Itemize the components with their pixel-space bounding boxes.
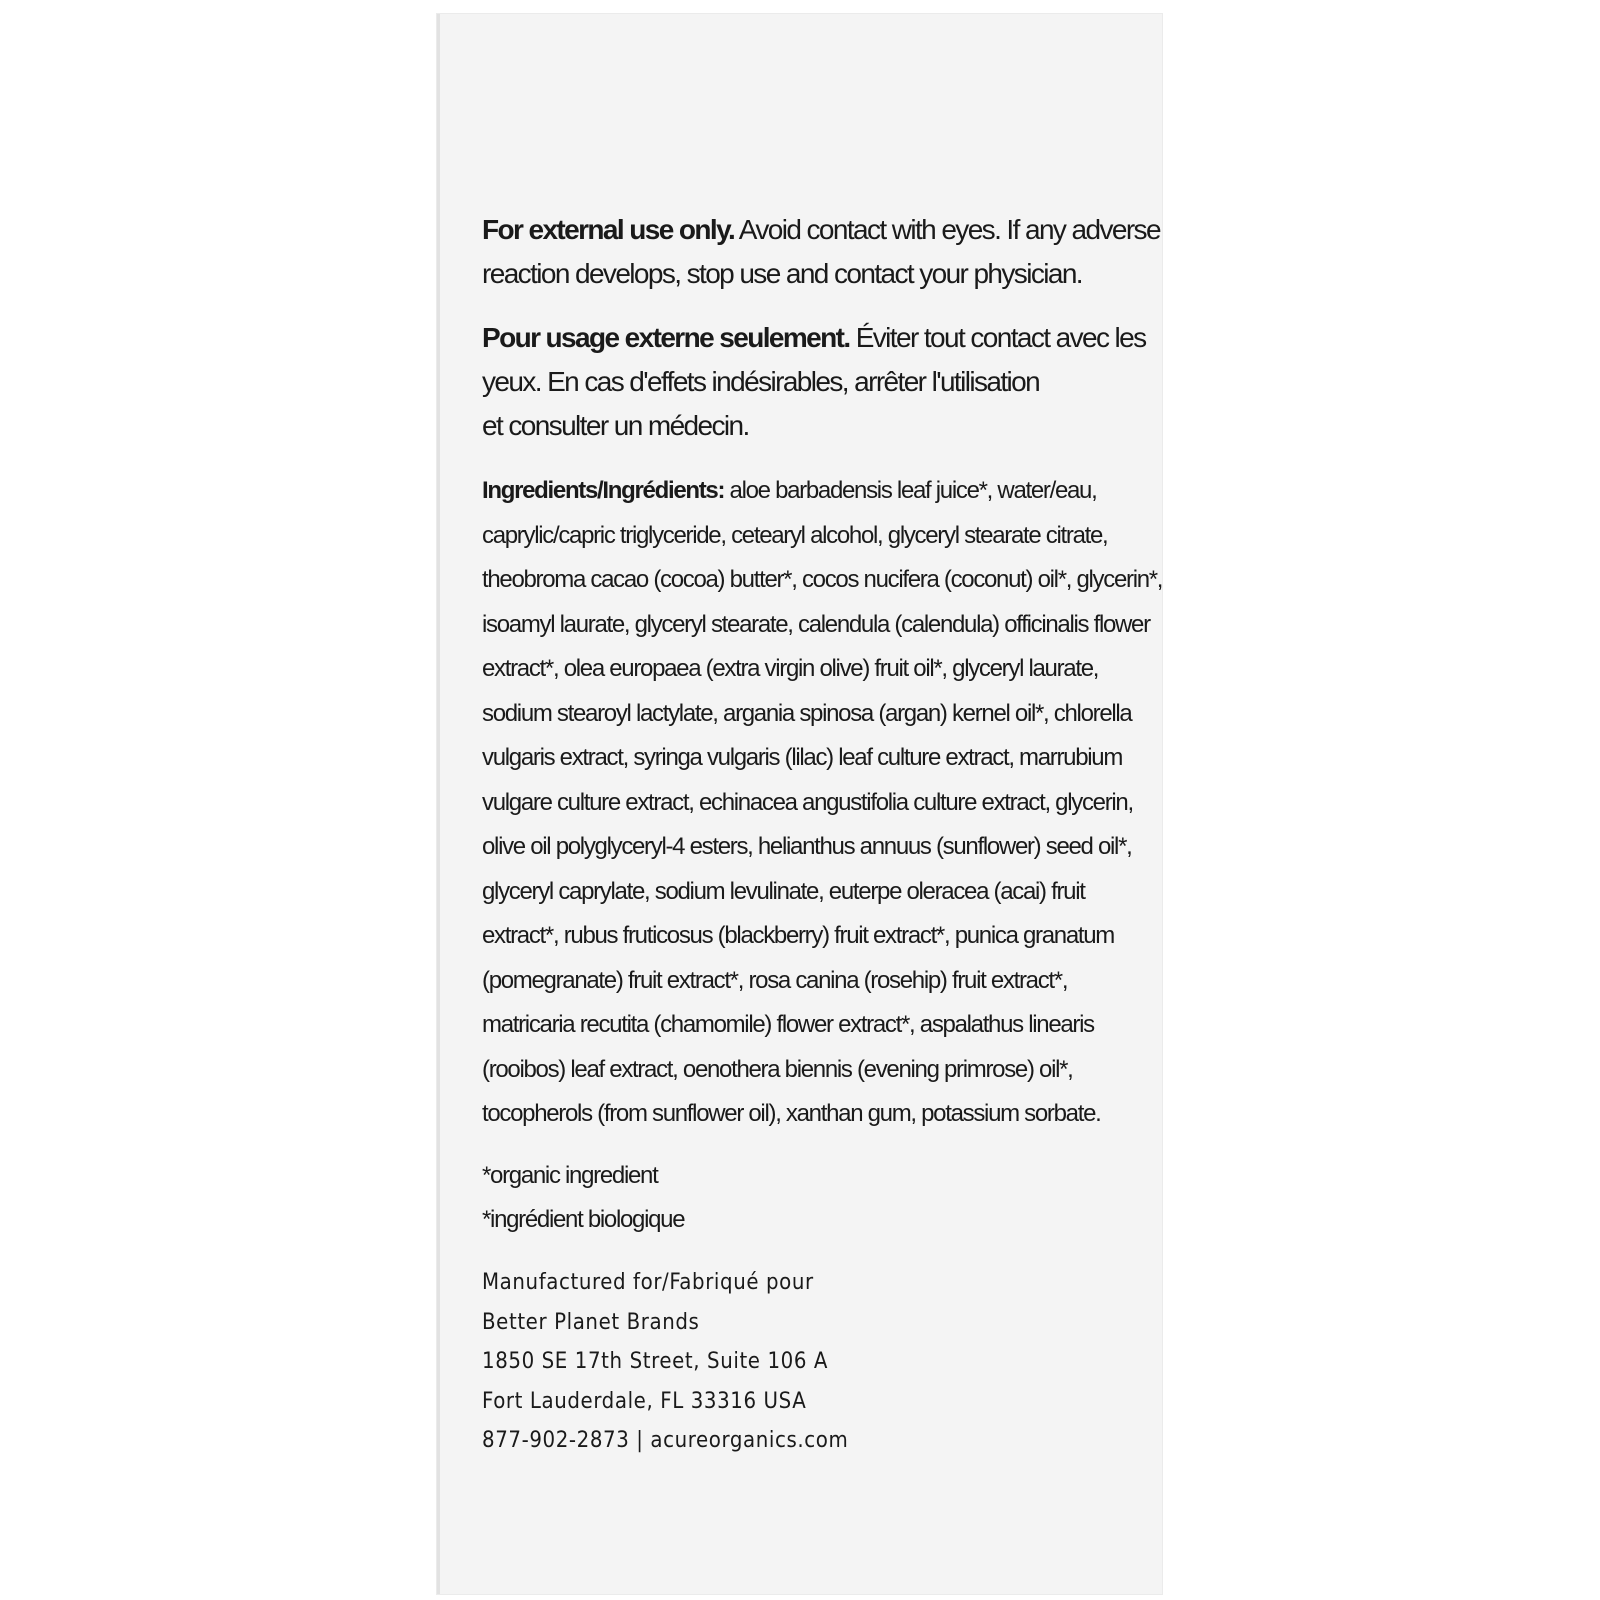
- manufacturer-contact: 877-902-2873 | acureorganics.com: [482, 1428, 849, 1453]
- manufacturer-city: Fort Lauderdale, FL 33316 USA: [482, 1388, 807, 1414]
- ingredients-line: (pomegranate) fruit extract*, rosa canina (rosehip) fruit extract*,: [482, 966, 1068, 994]
- ingredients-line: theobroma cacao (cocoa) butter*, cocos nucifera (coconut) oil*, glycerin*,: [482, 566, 1163, 593]
- warning-en-text: Avoid contact with eyes. If any adverse: [734, 214, 1160, 245]
- manufacturer-street: 1850 SE 17th Street, Suite 106 A: [482, 1349, 829, 1374]
- manufacturer-label: Manufactured for/Fabriqué pour: [482, 1270, 814, 1295]
- ingredients-line: (rooibos) leaf extract, oenothera biennis (evening primrose) oil*,: [482, 1055, 1073, 1083]
- organic-note-fr: *ingrédient biologique: [482, 1206, 685, 1233]
- ingredients-line: vulgare culture extract, echinacea angustifolia culture extract, glycerin,: [482, 788, 1133, 816]
- ingredients-heading: Ingredients/Ingrédients:: [482, 477, 725, 504]
- organic-note-en: *organic ingredient: [482, 1162, 658, 1189]
- ingredients-line: vulgaris extract, syringa vulgaris (lilac) leaf culture extract, marrubium: [482, 744, 1123, 771]
- manufacturer-info: [482, 1263, 1152, 1461]
- ingredients-line: olive oil polyglyceryl-4 esters, helianthus annuus (sunflower) seed oil*,: [482, 833, 1132, 860]
- warning-fr-text: Éviter tout contact avec les: [849, 322, 1146, 353]
- warning-en-line-2: reaction develops, stop use and contact your physician.: [482, 258, 1082, 289]
- ingredients-line: sodium stearoyl lactylate, argania spinosa (argan) kernel oil*, chlorella: [482, 699, 1132, 727]
- manufacturer-company: Better Planet Brands: [482, 1309, 700, 1335]
- ingredients-line: extract*, olea europaea (extra virgin olive) fruit oil*, glyceryl laurate,: [482, 655, 1099, 682]
- ingredients-line: isoamyl laurate, glyceryl stearate, calendula (calendula) officinalis flower: [482, 610, 1150, 638]
- box-fold-edge: [437, 14, 440, 1594]
- ingredients-line: [482, 469, 1152, 514]
- organic-footnotes: [482, 1154, 1152, 1242]
- warning-en-heading: For external use only.: [482, 214, 735, 245]
- warning-fr-line-1: [482, 316, 1152, 360]
- ingredients-line: matricaria recutita (chamomile) flower extract*, aspalathus linearis: [482, 1011, 1094, 1038]
- ingredients-line: extract*, rubus fruticosus (blackberry) fruit extract*, punica granatum: [482, 922, 1114, 949]
- ingredients-list: [482, 469, 1163, 1137]
- ingredients-text: aloe barbadensis leaf juice*, water/eau,: [724, 477, 1097, 504]
- warning-fr-line-2: yeux. En cas d'effets indésirables, arrêter l'utilisation: [482, 366, 1040, 397]
- ingredients-line: caprylic/capric triglyceride, cetearyl alcohol, glyceryl stearate citrate,: [482, 521, 1108, 549]
- warning-fr-heading: Pour usage externe seulement.: [482, 322, 850, 353]
- warning-french: [482, 316, 1152, 448]
- warning-english: [482, 208, 1160, 296]
- ingredients-line: glyceryl caprylate, sodium levulinate, euterpe oleracea (acai) fruit: [482, 877, 1085, 905]
- warning-fr-line-3: et consulter un médecin.: [482, 410, 749, 441]
- warning-en-line-1: [482, 208, 1160, 252]
- ingredients-line: tocopherols (from sunflower oil), xanthan gum, potassium sorbate.: [482, 1100, 1101, 1127]
